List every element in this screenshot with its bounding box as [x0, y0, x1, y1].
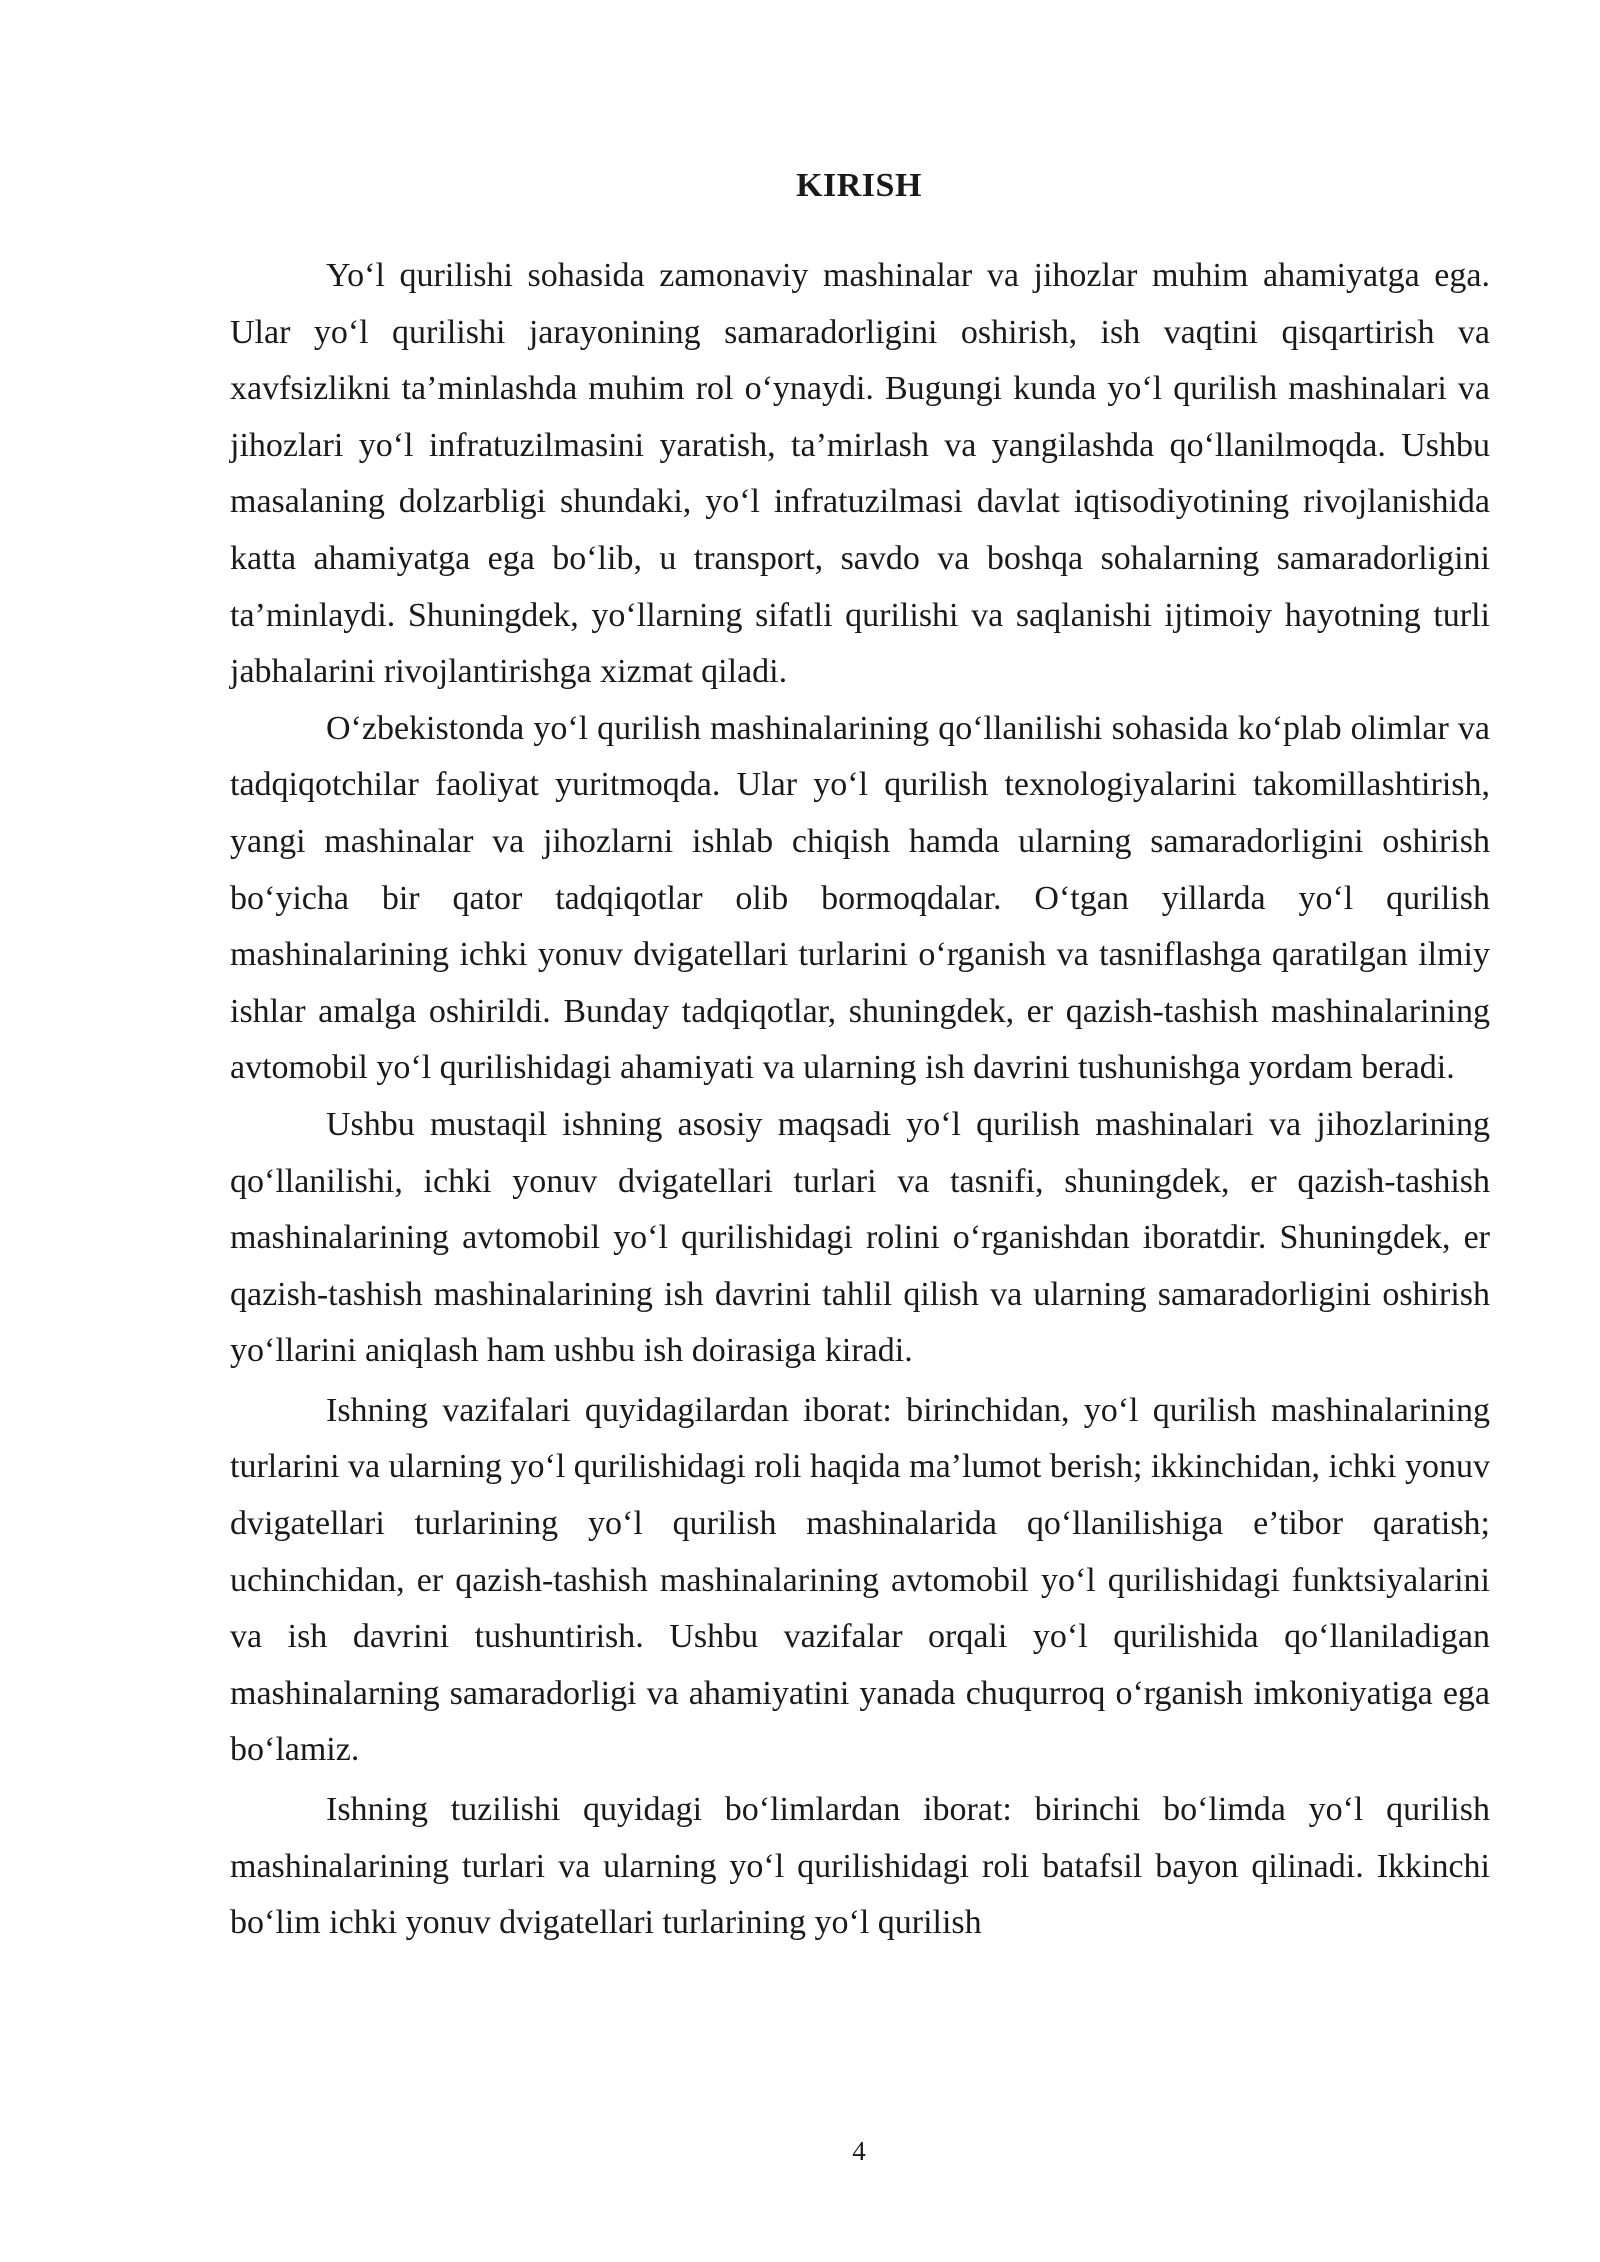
section-title: KIRISH: [796, 167, 922, 204]
page-number: 4: [852, 2136, 866, 2166]
paragraph-purpose: Ushbu mustaqil ishning asosiy maqsadi yo‘l qurilish mashinalari va jihozlarining qo‘llanilishi, ichki yonuv dvigatellari turlari va tasnifi, shuningdek, er qazish-tashish mashinalarining avtomobil yo‘l qurilishidagi rolini o‘rganishdan iboratdir. Shuningdek, er qazish-tashish mashinalarining ish davrini tahlil qilish va ularning samaradorligini oshirish yo‘llarini aniqlash ham ushbu ish doirasiga kiradi.: [230, 1105, 1490, 1370]
paragraph-introduction: Yo‘l qurilishi sohasida zamonaviy mashinalar va jihozlar muhim ahamiyatga ega. Ular yo‘l qurilishi jarayonining samaradorligini oshirish, ish vaqtini qisqartirish va xavfsizlikni ta’minlashda muhim rol o‘ynaydi. Bugungi kunda yo‘l qurilish mashinalari va jihozlari yo‘l infratuzilmasini yaratish, ta’mirlash va yangilashda qo‘llanilmoqda. Ushbu masalaning dolzarbligi shundaki, yo‘l infratuzilmasi davlat iqtisodiyotining rivojlanishida katta ahamiyatga ega bo‘lib, u transport, savdo va boshqa sohalarning samaradorligini ta’minlaydi. Shuningdek, yo‘llarning sifatli qurilishi va saqlanishi ijtimoiy hayotning turli jabhalarini rivojlantirishga xizmat qiladi.: [230, 257, 1490, 691]
paragraph-research-context: O‘zbekistonda yo‘l qurilish mashinalarining qo‘llanilishi sohasida ko‘plab olimlar va tadqiqotchilar faoliyat yuritmoqda. Ular yo‘l qurilish texnologiyalarini takomillashtirish, yangi mashinalar va jihozlarni ishlab chiqish hamda ularning samaradorligini oshirish bo‘yicha bir qator tadqiqotlar olib bormoqdalar. O‘tgan yillarda yo‘l qurilish mashinalarining ichki yonuv dvigatellari turlarini o‘rganish va tasniflashga qaratilgan ilmiy ishlar amalga oshirildi. Bunday tadqiqotlar, shuningdek, er qazish-tashish mashinalarining avtomobil yo‘l qurilishidagi ahamiyati va ularning ish davrini tushunishga yordam beradi.: [230, 709, 1490, 1087]
paragraph-structure: Ishning tuzilishi quyidagi bo‘limlardan iborat: birinchi bo‘limda yo‘l qurilish mashinalarining turlari va ularning yo‘l qurilishidagi roli batafsil bayon qilinadi. Ikkinchi bo‘lim ichki yonuv dvigatellari turlarining yo‘l qurilish: [230, 1791, 1490, 1942]
paragraph-tasks: Ishning vazifalari quyidagilardan iborat: birinchidan, yo‘l qurilish mashinalarining turlarini va ularning yo‘l qurilishidagi roli haqida ma’lumot berish; ikkinchidan, ichki yonuv dvigatellari turlarining yo‘l qurilish mashinalarida qo‘llanilishiga e’tibor qaratish; uchinchidan, er qazish-tashish mashinalarining avtomobil yo‘l qurilishidagi funktsiyalarini va ish davrini tushuntirish. Ushbu vazifalar orqali yo‘l qurilishida qo‘llaniladigan mashinalarning samaradorligi va ahamiyatini yanada chuqurroq o‘rganish imkoniyatiga ega bo‘lamiz.: [230, 1391, 1490, 1769]
body-text: [230, 248, 1490, 1952]
